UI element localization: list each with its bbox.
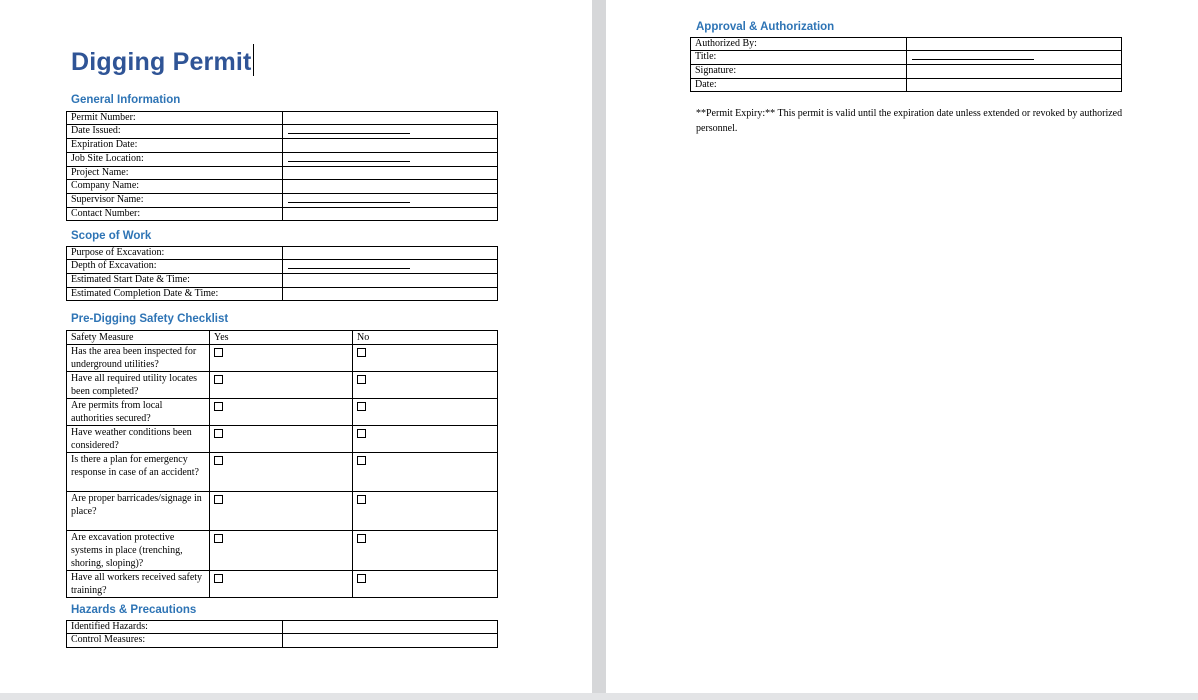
general-info-value-cell[interactable] <box>283 139 498 152</box>
checklist-no-cell <box>353 453 498 492</box>
scope-value-cell[interactable] <box>283 274 498 287</box>
checklist-yes-cell <box>210 492 353 531</box>
hazards-label[interactable]: Control Measures: <box>67 634 283 647</box>
checklist-question[interactable]: Is there a plan for emergency response in case of an accident? <box>67 453 210 492</box>
approval-label[interactable]: Date: <box>691 78 907 91</box>
fill-in-blank-line <box>288 194 410 203</box>
checkbox-no[interactable] <box>357 429 366 438</box>
checklist-row <box>67 492 498 531</box>
section-heading-hazards: Hazards & Precautions <box>71 604 197 616</box>
scope-label[interactable]: Depth of Excavation: <box>67 260 283 274</box>
scope-row <box>67 260 498 274</box>
checklist-yes-cell <box>210 399 353 426</box>
scope-value-cell[interactable] <box>283 247 498 260</box>
checkbox-yes[interactable] <box>214 456 223 465</box>
general-info-label[interactable]: Contact Number: <box>67 207 283 220</box>
approval-label[interactable]: Signature: <box>691 65 907 78</box>
hazards-row <box>67 621 498 634</box>
scope-row <box>67 274 498 287</box>
approval-value-cell[interactable] <box>907 78 1122 91</box>
scope-of-work-table <box>66 246 498 301</box>
approval-row <box>691 51 1122 65</box>
checkbox-no[interactable] <box>357 402 366 411</box>
scope-label[interactable]: Estimated Completion Date & Time: <box>67 287 283 300</box>
approval-value-cell[interactable] <box>907 65 1122 78</box>
checklist-no-cell <box>353 492 498 531</box>
general-info-row <box>67 166 498 179</box>
checklist-row <box>67 399 498 426</box>
hazards-label[interactable]: Identified Hazards: <box>67 621 283 634</box>
general-info-table <box>66 111 498 221</box>
checkbox-no[interactable] <box>357 456 366 465</box>
checklist-yes-cell <box>210 531 353 571</box>
checkbox-no[interactable] <box>357 348 366 357</box>
general-info-value-cell[interactable] <box>283 166 498 179</box>
general-info-row <box>67 193 498 207</box>
general-info-label[interactable]: Expiration Date: <box>67 139 283 152</box>
page-gap <box>592 0 606 693</box>
checkbox-yes[interactable] <box>214 429 223 438</box>
column-header-measure: Safety Measure <box>67 331 210 345</box>
checkbox-no[interactable] <box>357 574 366 583</box>
general-info-row <box>67 139 498 152</box>
checkbox-yes[interactable] <box>214 348 223 357</box>
checkbox-yes[interactable] <box>214 574 223 583</box>
column-header-no: No <box>353 331 498 345</box>
checklist-no-cell <box>353 399 498 426</box>
checklist-yes-cell <box>210 372 353 399</box>
approval-value-cell[interactable] <box>907 51 1122 65</box>
scope-label[interactable]: Estimated Start Date & Time: <box>67 274 283 287</box>
checklist-yes-cell <box>210 345 353 372</box>
checklist-row <box>67 453 498 492</box>
approval-label[interactable]: Title: <box>691 51 907 65</box>
hazards-value-cell[interactable] <box>283 621 498 634</box>
checklist-question[interactable]: Are excavation protective systems in place (trenching, shoring, sloping)? <box>67 531 210 571</box>
text-cursor <box>253 44 254 76</box>
permit-expiry-note[interactable]: **Permit Expiry:** This permit is valid until the expiration date unless extended or revoked by authorized personnel. <box>696 108 1123 134</box>
checkbox-yes[interactable] <box>214 402 223 411</box>
general-info-value-cell[interactable] <box>283 193 498 207</box>
approval-row <box>691 78 1122 91</box>
general-info-label[interactable]: Date Issued: <box>67 125 283 139</box>
general-info-row <box>67 180 498 193</box>
document-title[interactable]: Digging Permit <box>71 44 254 77</box>
approval-label[interactable]: Authorized By: <box>691 38 907 51</box>
section-heading-approval: Approval & Authorization <box>696 21 835 33</box>
checklist-yes-cell <box>210 426 353 453</box>
safety-checklist-table <box>66 330 498 598</box>
checklist-no-cell <box>353 531 498 571</box>
checkbox-yes[interactable] <box>214 375 223 384</box>
fill-in-blank-line <box>288 260 410 269</box>
checklist-question[interactable]: Have all required utility locates been completed? <box>67 372 210 399</box>
general-info-row <box>67 125 498 139</box>
general-info-value-cell[interactable] <box>283 180 498 193</box>
checkbox-no[interactable] <box>357 534 366 543</box>
approval-table <box>690 37 1122 92</box>
approval-value-cell[interactable] <box>907 38 1122 51</box>
general-info-value-cell[interactable] <box>283 112 498 125</box>
general-info-label[interactable]: Company Name: <box>67 180 283 193</box>
section-heading-scope: Scope of Work <box>71 230 152 242</box>
scope-row <box>67 287 498 300</box>
column-header-yes: Yes <box>210 331 353 345</box>
checklist-row <box>67 571 498 598</box>
checklist-no-cell <box>353 426 498 453</box>
checklist-yes-cell <box>210 453 353 492</box>
general-info-value-cell[interactable] <box>283 207 498 220</box>
general-info-value-cell[interactable] <box>283 152 498 166</box>
general-info-row <box>67 207 498 220</box>
checklist-yes-cell <box>210 571 353 598</box>
checklist-row <box>67 372 498 399</box>
checklist-no-cell <box>353 372 498 399</box>
checklist-row <box>67 531 498 571</box>
scope-value-cell[interactable] <box>283 287 498 300</box>
checkbox-no[interactable] <box>357 495 366 504</box>
checklist-question[interactable]: Are permits from local authorities secured? <box>67 399 210 426</box>
hazards-table <box>66 620 498 648</box>
approval-row <box>691 65 1122 78</box>
checklist-question[interactable]: Have weather conditions been considered? <box>67 426 210 453</box>
checkbox-yes[interactable] <box>214 495 223 504</box>
document-page-1 <box>0 0 592 693</box>
scope-row <box>67 247 498 260</box>
section-heading-checklist: Pre-Digging Safety Checklist <box>71 313 229 325</box>
general-info-row <box>67 112 498 125</box>
checklist-row <box>67 426 498 453</box>
checklist-question[interactable]: Have all workers received safety training? <box>67 571 210 598</box>
fill-in-blank-line <box>912 51 1034 60</box>
checkbox-no[interactable] <box>357 375 366 384</box>
hazards-value-cell[interactable] <box>283 634 498 647</box>
scope-value-cell[interactable] <box>283 260 498 274</box>
fill-in-blank-line <box>288 125 410 134</box>
hazards-row <box>67 634 498 647</box>
general-info-value-cell[interactable] <box>283 125 498 139</box>
document-page-2 <box>606 0 1198 693</box>
checklist-header-row <box>67 331 498 345</box>
section-heading-general: General Information <box>71 94 181 106</box>
general-info-label[interactable]: Permit Number: <box>67 112 283 125</box>
general-info-label[interactable]: Supervisor Name: <box>67 193 283 207</box>
checkbox-yes[interactable] <box>214 534 223 543</box>
status-strip <box>0 693 1198 700</box>
general-info-label[interactable]: Job Site Location: <box>67 152 283 166</box>
checklist-no-cell <box>353 345 498 372</box>
general-info-row <box>67 152 498 166</box>
approval-row <box>691 38 1122 51</box>
fill-in-blank-line <box>288 153 410 162</box>
checklist-question[interactable]: Has the area been inspected for underground utilities? <box>67 345 210 372</box>
checklist-no-cell <box>353 571 498 598</box>
checklist-question[interactable]: Are proper barricades/signage in place? <box>67 492 210 531</box>
scope-label[interactable]: Purpose of Excavation: <box>67 247 283 260</box>
general-info-label[interactable]: Project Name: <box>67 166 283 179</box>
checklist-row <box>67 345 498 372</box>
